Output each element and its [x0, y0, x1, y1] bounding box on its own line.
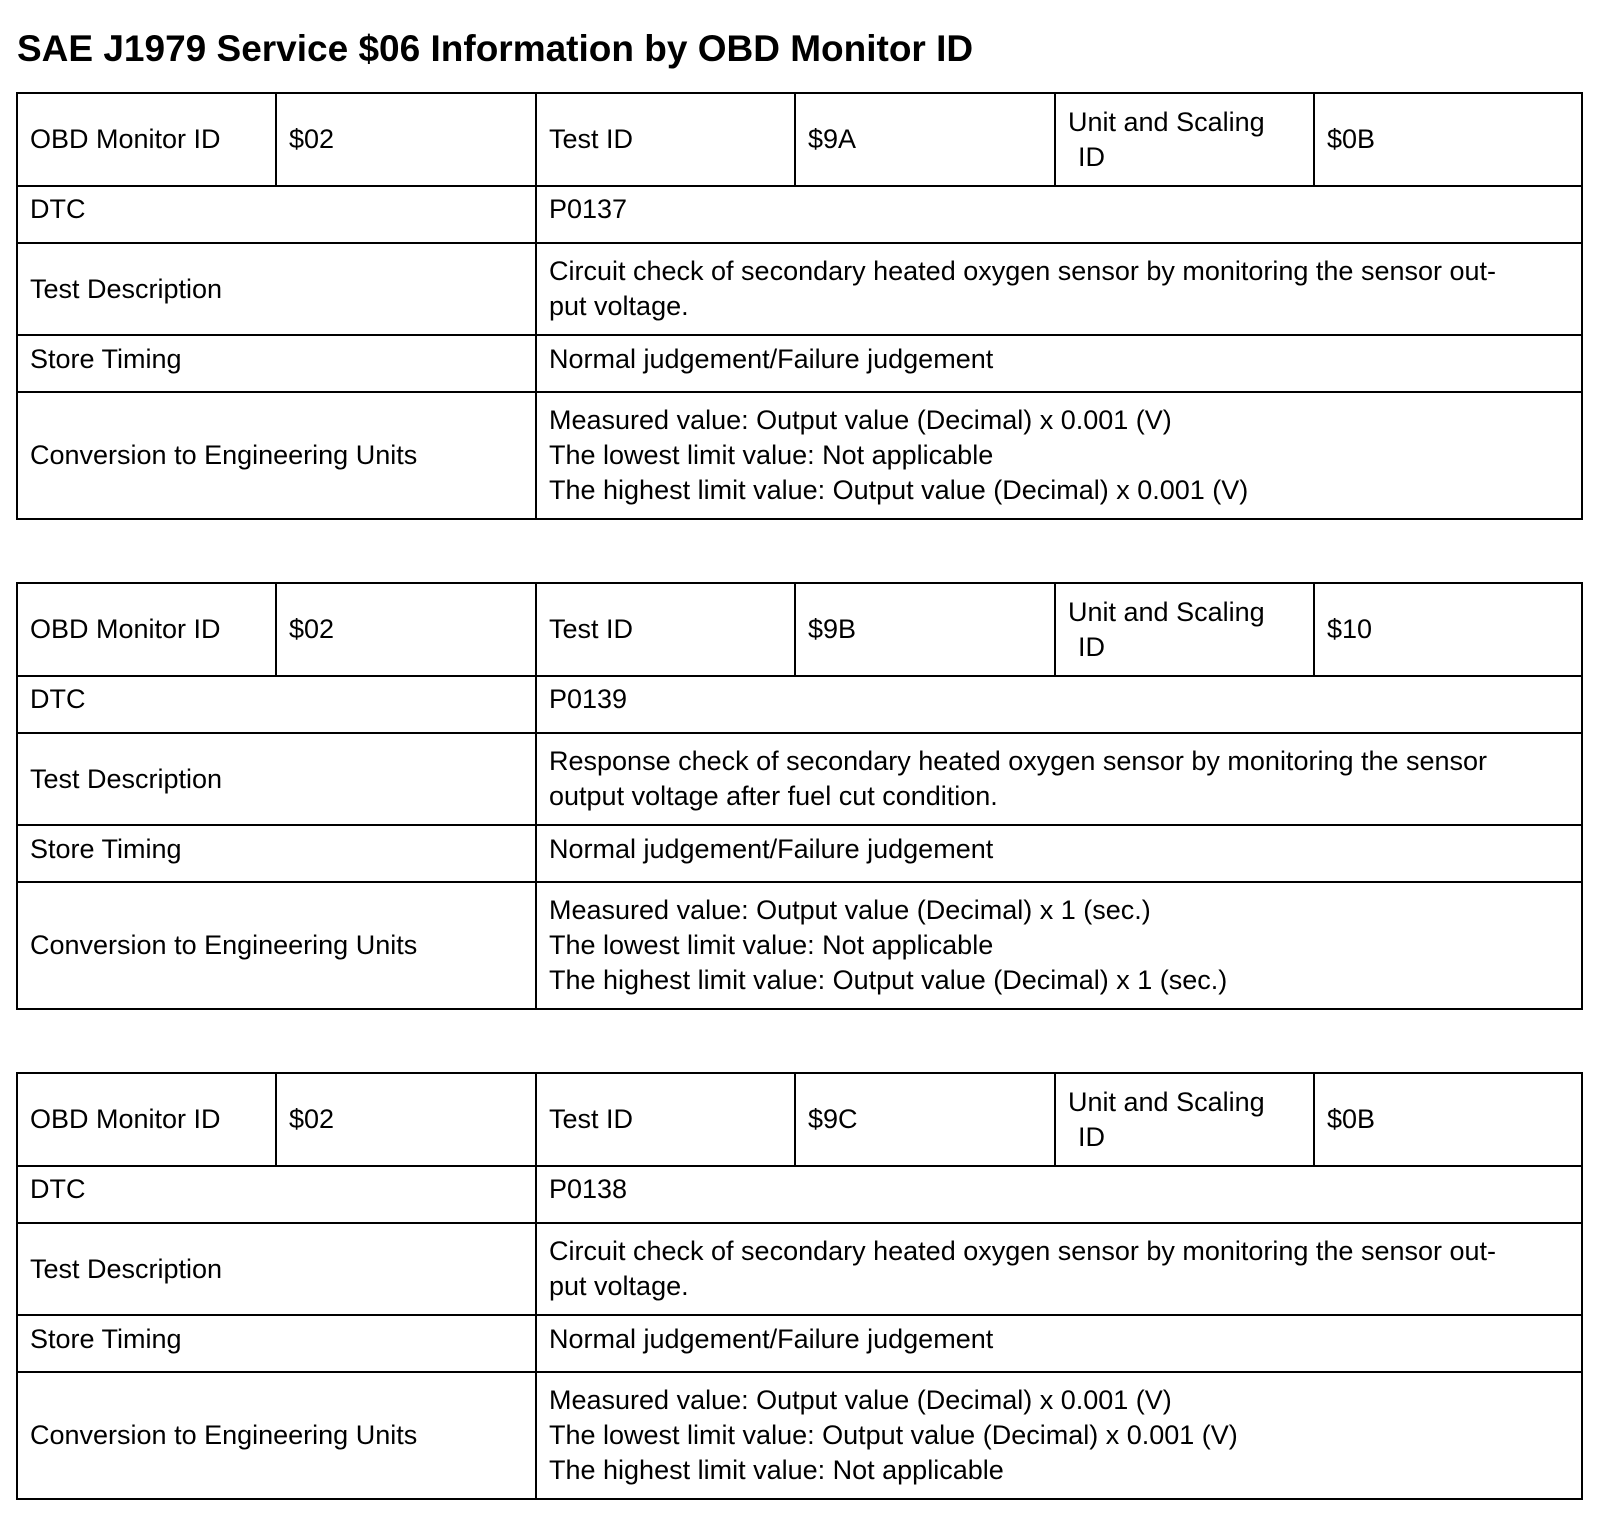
- dtc-row: [17, 676, 1582, 733]
- obd-monitor-id-label: OBD Monitor ID: [17, 93, 276, 186]
- monitor-table-2: [16, 582, 1583, 1010]
- store-timing-value: Normal judgement/Failure judgement: [536, 1315, 1582, 1372]
- test-description-line: output voltage after fuel cut condition.: [549, 781, 998, 811]
- conversion-measured: Measured value: Output value (Decimal) x 0.001 (V): [549, 1385, 1172, 1415]
- test-description-line: Circuit check of secondary heated oxygen sensor by monitoring the sensor out-: [549, 1236, 1497, 1266]
- conversion-lowest-limit: The lowest limit value: Not applicable: [549, 440, 994, 470]
- conversion-row: [17, 882, 1582, 1009]
- conversion-measured: Measured value: Output value (Decimal) x 1 (sec.): [549, 895, 1151, 925]
- id-row: [17, 583, 1582, 676]
- id-row: [17, 1073, 1582, 1166]
- dtc-label: DTC: [17, 676, 536, 733]
- test-description-label: Test Description: [17, 733, 536, 825]
- test-description-line: Circuit check of secondary heated oxygen sensor by monitoring the sensor out-: [549, 256, 1497, 286]
- test-description-label: Test Description: [17, 1223, 536, 1315]
- unit-scaling-id-value: $0B: [1314, 93, 1582, 186]
- dtc-value: P0137: [536, 186, 1582, 243]
- monitor-table-1: [16, 92, 1583, 520]
- unit-scaling-label-line1: Unit and Scaling: [1068, 106, 1265, 137]
- test-description-value: [536, 1223, 1582, 1315]
- store-timing-label: Store Timing: [17, 1315, 536, 1372]
- store-timing-row: [17, 1315, 1582, 1372]
- obd-monitor-id-label: OBD Monitor ID: [17, 1073, 276, 1166]
- unit-scaling-label-line2: ID: [1078, 141, 1105, 172]
- obd-monitor-id-label: OBD Monitor ID: [17, 583, 276, 676]
- dtc-value: P0139: [536, 676, 1582, 733]
- dtc-label: DTC: [17, 1166, 536, 1223]
- conversion-lowest-limit: The lowest limit value: Output value (Decimal) x 0.001 (V): [549, 1420, 1238, 1450]
- unit-scaling-label-line2: ID: [1078, 1121, 1105, 1152]
- test-id-value: $9A: [795, 93, 1055, 186]
- dtc-value: P0138: [536, 1166, 1582, 1223]
- unit-scaling-id-value: $0B: [1314, 1073, 1582, 1166]
- test-description-line: put voltage.: [549, 1271, 689, 1301]
- conversion-row: [17, 392, 1582, 519]
- conversion-lowest-limit: The lowest limit value: Not applicable: [549, 930, 994, 960]
- unit-scaling-id-label: [1055, 93, 1314, 186]
- unit-scaling-label-line1: Unit and Scaling: [1068, 1086, 1265, 1117]
- unit-scaling-id-label: [1055, 1073, 1314, 1166]
- conversion-highest-limit: The highest limit value: Output value (Decimal) x 0.001 (V): [549, 475, 1249, 505]
- unit-scaling-id-label: [1055, 583, 1314, 676]
- unit-scaling-label-line2: ID: [1078, 631, 1105, 662]
- test-id-label: Test ID: [536, 1073, 795, 1166]
- conversion-value: [536, 882, 1582, 1009]
- test-description-row: [17, 1223, 1582, 1315]
- conversion-label: Conversion to Engineering Units: [17, 392, 536, 519]
- test-description-line: put voltage.: [549, 291, 689, 321]
- store-timing-value: Normal judgement/Failure judgement: [536, 335, 1582, 392]
- page-title: SAE J1979 Service $06 Information by OBD Monitor ID: [17, 28, 974, 69]
- test-description-value: [536, 243, 1582, 335]
- monitor-table-3: [16, 1072, 1583, 1500]
- conversion-row: [17, 1372, 1582, 1499]
- test-id-label: Test ID: [536, 93, 795, 186]
- obd-monitor-id-value: $02: [276, 583, 536, 676]
- id-row: [17, 93, 1582, 186]
- conversion-highest-limit: The highest limit value: Not applicable: [549, 1455, 1004, 1485]
- obd-monitor-id-value: $02: [276, 93, 536, 186]
- dtc-label: DTC: [17, 186, 536, 243]
- test-description-row: [17, 243, 1582, 335]
- conversion-value: [536, 1372, 1582, 1499]
- conversion-highest-limit: The highest limit value: Output value (Decimal) x 1 (sec.): [549, 965, 1228, 995]
- store-timing-row: [17, 335, 1582, 392]
- conversion-measured: Measured value: Output value (Decimal) x 0.001 (V): [549, 405, 1172, 435]
- obd-monitor-id-value: $02: [276, 1073, 536, 1166]
- conversion-label: Conversion to Engineering Units: [17, 882, 536, 1009]
- test-description-label: Test Description: [17, 243, 536, 335]
- store-timing-label: Store Timing: [17, 335, 536, 392]
- store-timing-row: [17, 825, 1582, 882]
- dtc-row: [17, 1166, 1582, 1223]
- test-description-value: [536, 733, 1582, 825]
- store-timing-value: Normal judgement/Failure judgement: [536, 825, 1582, 882]
- store-timing-label: Store Timing: [17, 825, 536, 882]
- dtc-row: [17, 186, 1582, 243]
- test-id-value: $9B: [795, 583, 1055, 676]
- test-description-line: Response check of secondary heated oxygen sensor by monitoring the sensor: [549, 746, 1488, 776]
- test-id-label: Test ID: [536, 583, 795, 676]
- test-description-row: [17, 733, 1582, 825]
- test-id-value: $9C: [795, 1073, 1055, 1166]
- unit-scaling-id-value: $10: [1314, 583, 1582, 676]
- conversion-label: Conversion to Engineering Units: [17, 1372, 536, 1499]
- conversion-value: [536, 392, 1582, 519]
- unit-scaling-label-line1: Unit and Scaling: [1068, 596, 1265, 627]
